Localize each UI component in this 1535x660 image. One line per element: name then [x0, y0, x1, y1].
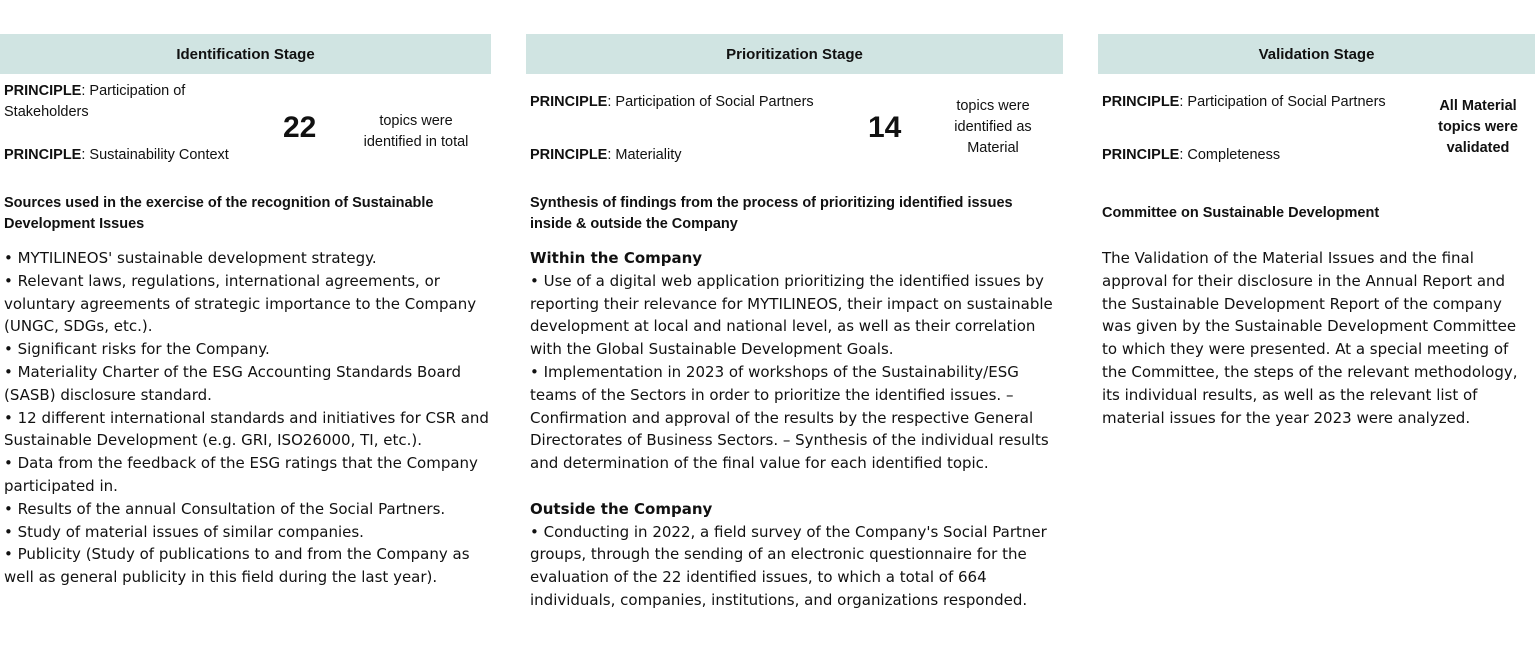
- validation-status-text: All Material topics were validated: [1438, 98, 1518, 156]
- list-item: • Data from the feedback of the ESG ratings that the Company participated in.: [4, 454, 478, 495]
- outside-company-title: Outside the Company: [530, 499, 713, 518]
- committee-text: The Validation of the Material Issues and the final approval for their disclosure in the Annual Report and the Sustainable Development Report of the company was given by the Sustainable Development Committee to which they were presented. At a special meeting of the Committee, the steps of the relevant methodology, its individual results, as well as the relevant list of material issues for the year 2023 were analyzed.: [1102, 249, 1518, 427]
- identification-principle-1: [4, 81, 244, 123]
- validation-principle-1: [1102, 92, 1422, 113]
- principle-label: PRINCIPLE: [1102, 94, 1180, 110]
- principle-value: : Participation of Stakeholders: [4, 83, 186, 120]
- principle-label: PRINCIPLE: [4, 147, 82, 163]
- list-item: • 12 different international standards and initiatives for CSR and Sustainable Development (e.g. GRI, ISO26000, TI, etc.).: [4, 408, 489, 450]
- list-item: • Results of the annual Consultation of the Social Partners.: [4, 499, 446, 518]
- material-topics-text: topics were identified as Material: [954, 98, 1032, 156]
- list-item: • Significant risks for the Company.: [4, 340, 270, 359]
- validation-principle-2: [1102, 145, 1402, 166]
- list-item: • Relevant laws, regulations, international agreements, or voluntary agreements of strategic importance to the Company (UNGC, SDGs, etc.).: [4, 271, 477, 336]
- list-item: • Study of material issues of similar companies.: [4, 522, 364, 541]
- list-item: • Publicity (Study of publications to and from the Company as well as general publicity in this field during the last year).: [4, 545, 470, 587]
- validation-stage-header: [1098, 34, 1535, 74]
- principle-label: PRINCIPLE: [530, 147, 608, 163]
- prioritization-principle-2: [530, 145, 830, 166]
- identification-principle-2: [4, 145, 284, 166]
- outside-company-text: • Conducting in 2022, a field survey of the Company's Social Partner groups, through the sending of an electronic questionnaire for the evaluation of the 22 identified issues, to which a total of 664 individuals, companies, institutions, and organizations responded.: [530, 522, 1047, 609]
- within-company-text: • Use of a digital web application prioritizing the identified issues by reporting their relevance for MYTILINEOS, their impact on sustainable development at local and national level, as well as their correlation with the Global Sustainable Development Goals.: [530, 271, 1053, 359]
- identified-topics-count: 22: [283, 111, 317, 144]
- synthesis-title: Synthesis of findings from the process of prioritizing identified issues inside & outside the Company: [530, 195, 1013, 232]
- within-company-text-2: • Implementation in 2023 of workshops of the Sustainability/ESG teams of the Sectors in order to prioritize the identified issues. – Confirmation and approval of the results by the respective General Directorates of Business Sectors. – Synthesis of the individual results and determination of the final value for each identified topic.: [530, 362, 1049, 473]
- identified-topics-text: topics were identified in total: [363, 113, 469, 150]
- principle-label: PRINCIPLE: [530, 94, 608, 110]
- material-topics-count: 14: [868, 111, 902, 144]
- principle-value: : Participation of Social Partners: [607, 94, 814, 110]
- principle-label: PRINCIPLE: [1102, 147, 1180, 163]
- sources-title: Sources used in the exercise of the recognition of Sustainable Development Issues: [4, 195, 434, 232]
- principle-value: : Completeness: [1179, 147, 1281, 163]
- prioritization-stage-title: Prioritization Stage: [726, 45, 863, 63]
- validation-body: [1102, 247, 1532, 429]
- prioritization-body: [530, 247, 1060, 612]
- identification-stage-header: [0, 34, 491, 74]
- validation-stage-title: Validation Stage: [1258, 45, 1375, 63]
- principle-value: : Sustainability Context: [81, 147, 229, 163]
- list-item: • MYTILINEOS' sustainable development strategy.: [4, 249, 377, 267]
- prioritization-principle-1: [530, 92, 850, 113]
- principle-value: : Materiality: [607, 147, 682, 163]
- committee-title: Committee on Sustainable Development: [1102, 205, 1380, 221]
- sources-list: [4, 247, 492, 589]
- list-item: • Materiality Charter of the ESG Accounting Standards Board (SASB) disclosure standard.: [4, 362, 462, 404]
- principle-label: PRINCIPLE: [4, 83, 82, 99]
- principle-value: : Participation of Social Partners: [1179, 94, 1386, 110]
- prioritization-stage-header: [526, 34, 1063, 74]
- within-company-title: Within the Company: [530, 249, 703, 267]
- identification-stage-title: Identification Stage: [176, 45, 315, 63]
